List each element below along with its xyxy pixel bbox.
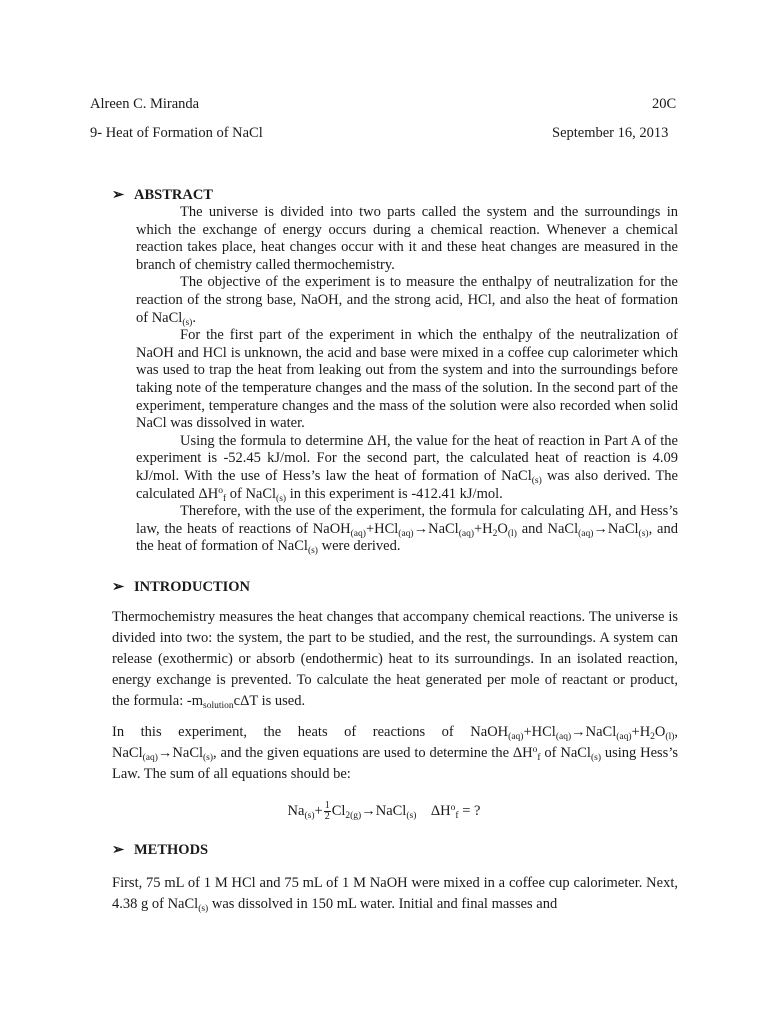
methods-heading: METHODS (134, 842, 209, 858)
arrowhead-bullet-icon: ➢ (112, 187, 125, 203)
one-half-fraction: $\frac{1}{2}$ (324, 800, 330, 823)
abstract-heading: ABSTRACT (134, 187, 213, 203)
abstract-heading-row (112, 186, 213, 204)
summary-equation: $Na_{(s)}+$ $\frac{1}{2}$ $Cl_{2(g)}\to NaCl_{(s)}$ $\Delta H^o_f$ = ? (287, 800, 481, 823)
abstract-body (136, 204, 678, 556)
abstract-paragraph-4: Using the formula to determine ΔH, the value for the heat of reaction in Part A of the experiment is -52.45 kJ/mol. For the second part, the calculated heat of reaction is 4.09 kJ/mol. With the use of Hess’s law the heat of formation of NaCl$_{(s)}$ was also derived. The calculated $\Delta H^o_f$ of NaCl$_{(s)}$ in this experiment is -412.41 kJ/mol. (136, 432, 678, 504)
introduction-heading: INTRODUCTION (134, 579, 251, 595)
arrowhead-bullet-icon: ➢ (112, 579, 125, 595)
introduction-paragraph-2: In this experiment, the heats of reactions of $NaOH_{(aq)}+HCl_{(aq)}\to NaCl_{(aq)}+H_2O_{(l)}$, NaCl$_{(aq)}$→NaCl$_{(s)}$, and the given equations are used to determine the $\Delta H^o_f$ of NaCl$_{(s)}$ using Hess’s Law. The sum of all equations should be: (112, 724, 678, 782)
introduction-paragraph-1: Thermochemistry measures the heat changes that accompany chemical reactions. The universe is divided into two: the system, the part to be studied, and the rest, the surroundings. A system can release (exothermic) or absorb (endothermic) heat to its surroundings. In an isolated reaction, energy exchange is prevented. To calculate the heat generated per mole of reactant or product, the formula: $-m_{solution}c\Delta T$ is used. (112, 609, 678, 711)
abstract-paragraph-5: Therefore, with the use of the experiment, the formula for calculating ΔH, and Hess’s law, the heats of reactions of $NaOH_{(aq)}+HCl_{(aq)}\to NaCl_{(aq)}+H_2O_{(l)}$ and NaCl$_{(aq)}$→NaCl$_{(s)}$, and the heat of formation of NaCl$_{(s)}$ were derived. (136, 503, 678, 557)
abstract-paragraph-1: The universe is divided into two parts called the system and the surroundings in which the exchange of energy occurs during a chemical reaction. Whenever a chemical reaction takes place, heat changes occur with it and these heat changes are measured in the branch of chemistry called thermochemistry. (136, 204, 678, 273)
section-code: 20C (652, 96, 677, 112)
methods-heading-row (112, 841, 208, 859)
report-date: September 16, 2013 (552, 125, 669, 141)
introduction-heading-row (112, 578, 250, 596)
arrowhead-bullet-icon: ➢ (112, 842, 125, 858)
author-name: Alreen C. Miranda (90, 96, 200, 112)
abstract-paragraph-3: For the first part of the experiment in which the enthalpy of the neutralization of NaOH and HCl is unknown, the acid and base were mixed in a coffee cup calorimeter which was used to trap the heat from leaking out from the system and into the surroundings before taking note of the temperature changes and the mass of the solution. In the second part of the experiment, temperature changes and the mass of the solution were also recorded when solid NaCl was dissolved in water. (136, 327, 678, 432)
abstract-paragraph-2: The objective of the experiment is to measure the enthalpy of neutralization for the reaction of the strong base, NaOH, and the strong acid, HCl, and also the heat of formation of NaCl$_{(s)}$. (136, 274, 678, 328)
methods-paragraph-1: First, 75 mL of 1 M HCl and 75 mL of 1 M NaOH were mixed in a coffee cup calorimeter. Next, 4.38 g of NaCl$_{(s)}$ was dissolved in 150 mL water. Initial and final masses and (112, 875, 678, 914)
experiment-title: 9- Heat of Formation of NaCl (90, 125, 263, 141)
